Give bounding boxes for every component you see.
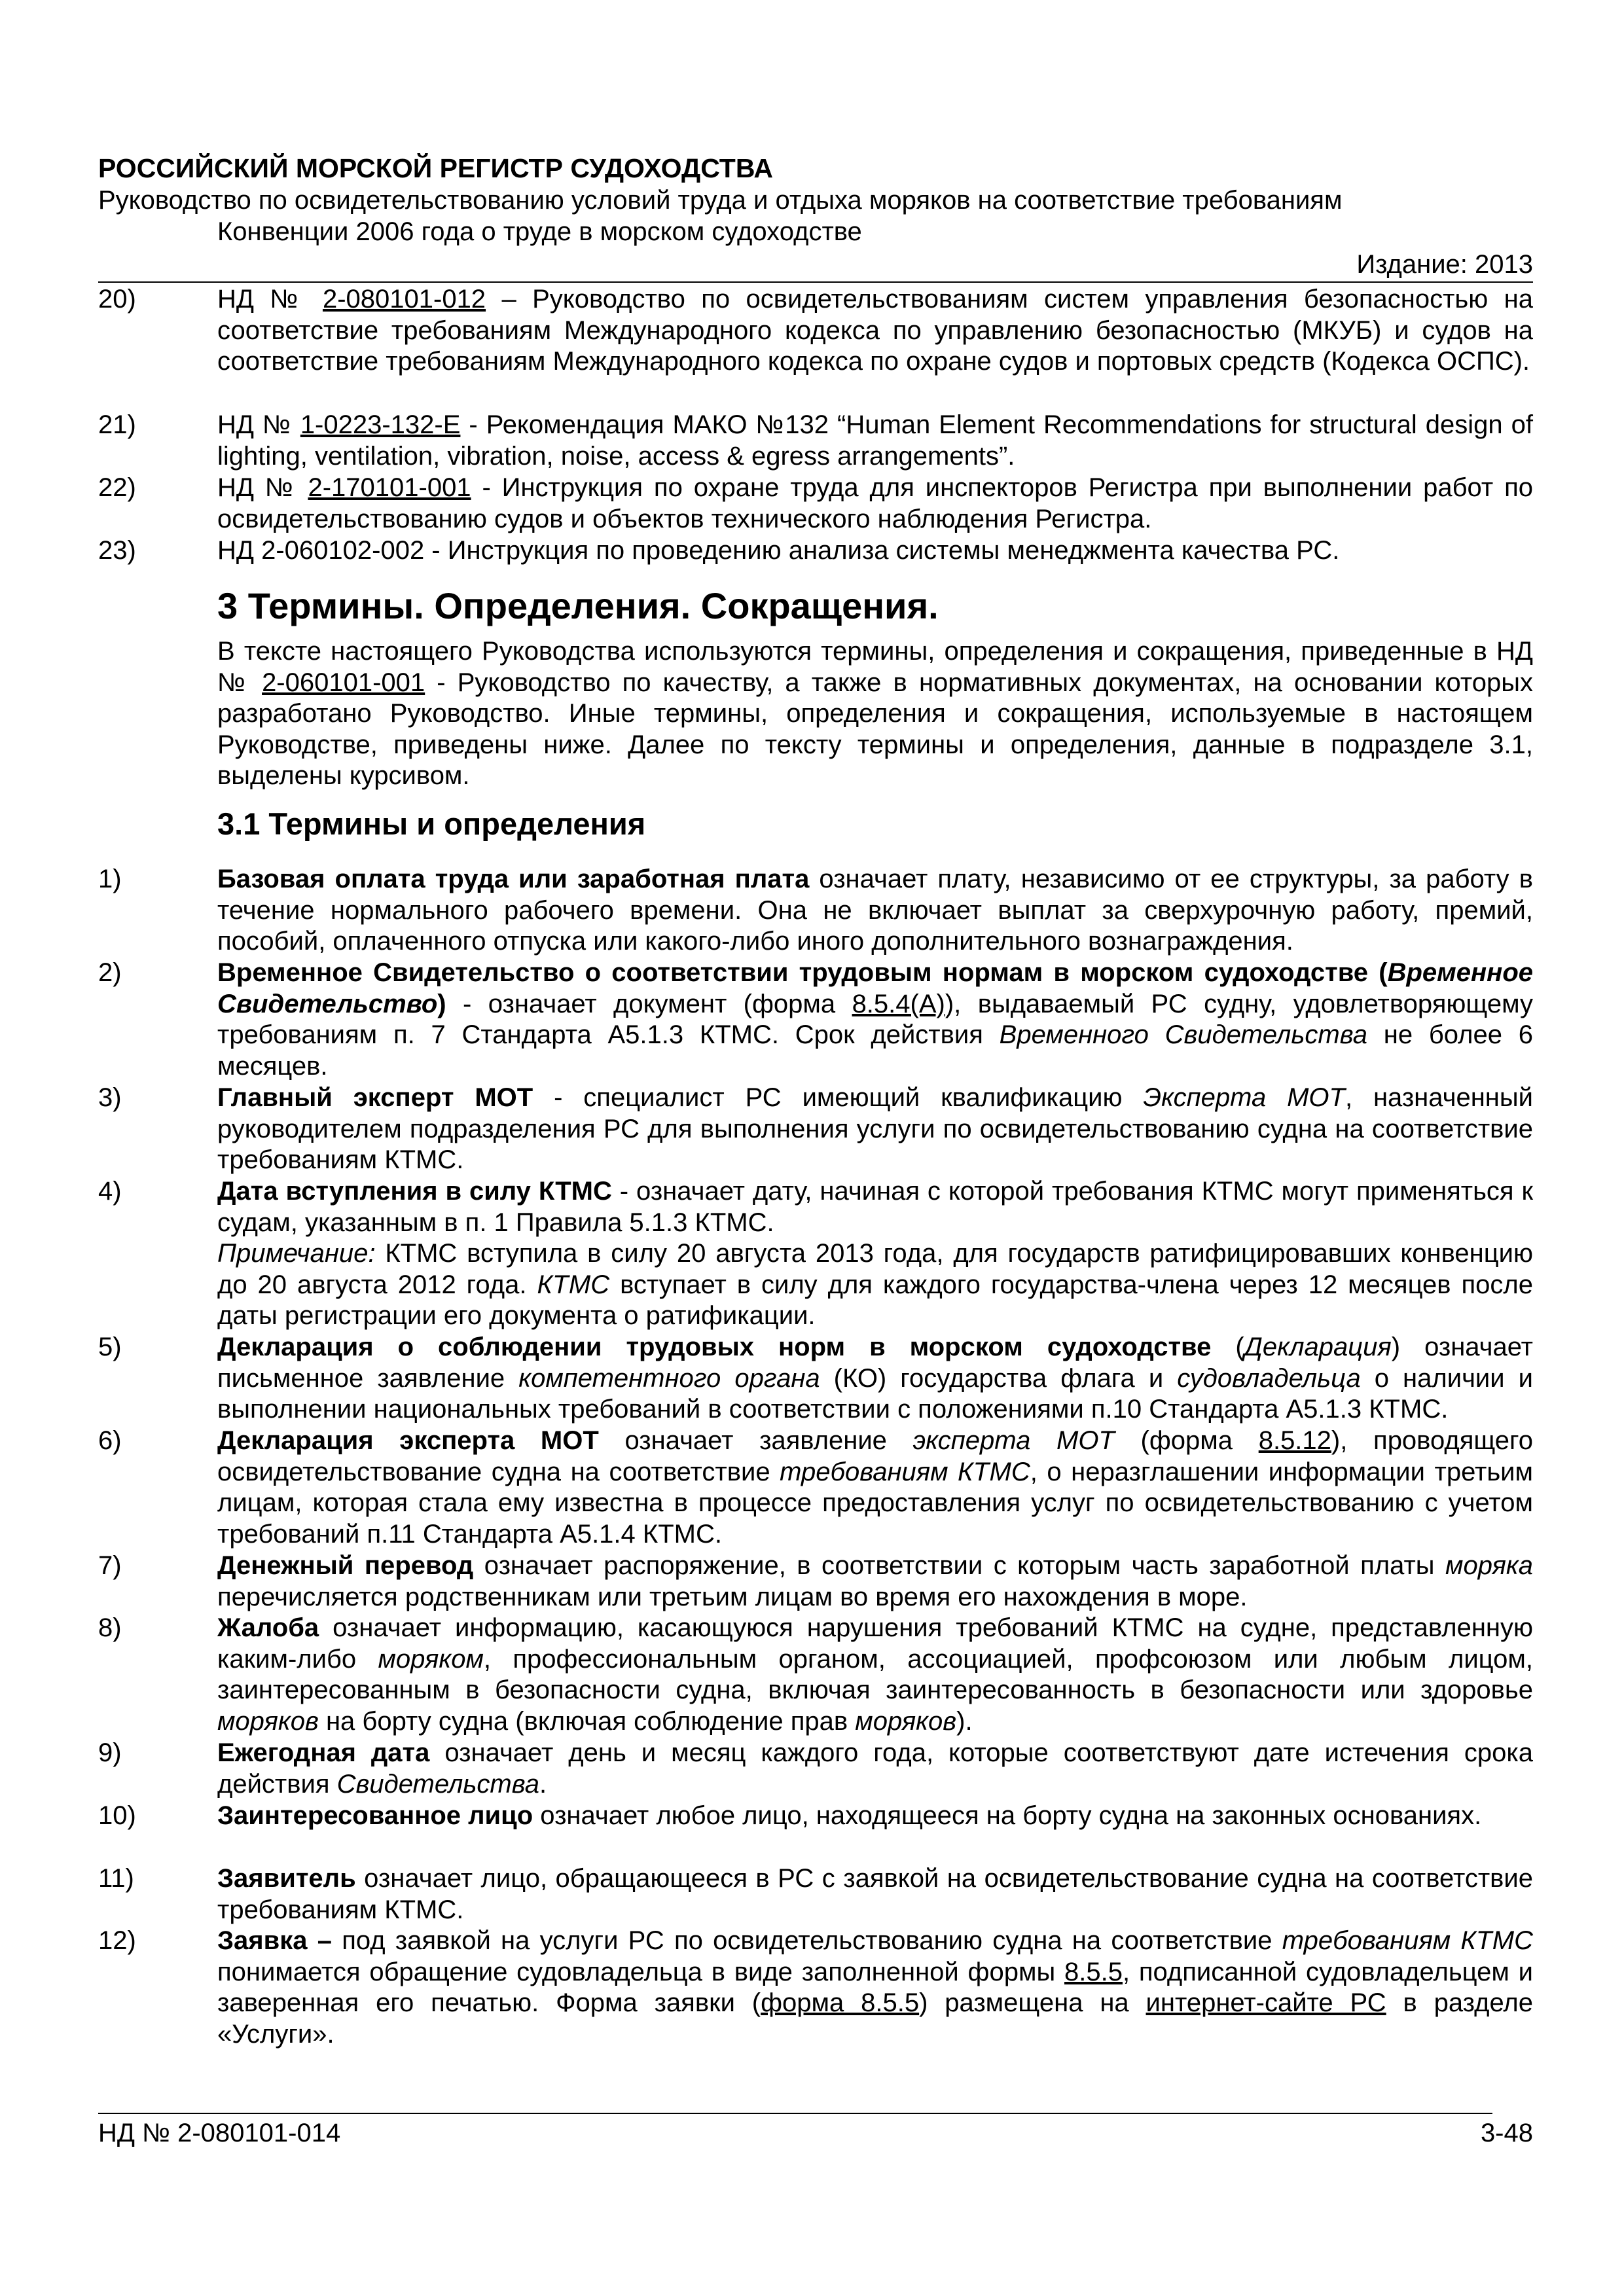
reference-number: 20) xyxy=(98,285,136,314)
term-title: Денежный перевод xyxy=(217,1551,474,1580)
term-text: Дата вступления в силу КТМС - означает дату, начиная с которой требования КТМС могут применяться к судам, указанным в п. 1 Правила 5.1.3 КТМС. xyxy=(217,1177,1533,1237)
term-title: Ежегодная дата xyxy=(217,1738,430,1767)
term-text: Заинтересованное лицо означает любое лицо, находящееся на борту судна на законных основаниях. xyxy=(217,1801,1482,1830)
term-number: 6) xyxy=(98,1426,122,1455)
term-text: Декларация эксперта МОТ означает заявление эксперта МОТ (форма 8.5.12), проводящего освидетельствование судна на соответствие требованиям КТМС, о неразглашении информации третьим лицам, которая стала ему известна в процессе предоставления услуг по освидетельствованию с учетом требований п.11 Стандарта A5.1.4 КТМС. xyxy=(217,1426,1534,1549)
term-text: Заявка – под заявкой на услуги РС по освидетельствованию судна на соответствие требованиям КТМС понимается обращение судовладельца в виде заполненной формы 8.5.5, подписанной судовладельцем и заверенная его печатью. Форма заявки (форма 8.5.5) размещена на интернет-сайте РС в разделе «Услуги». xyxy=(217,1926,1534,2049)
form-link[interactable]: форма 8.5.5 xyxy=(761,1988,920,2017)
term-title: Заявитель xyxy=(217,1864,356,1893)
term-item xyxy=(98,958,1533,1082)
reference-item xyxy=(98,284,1533,378)
document-title-line1: Руководство по освидетельствованию условий труда и отдыха моряков на соответствие требованиям xyxy=(98,186,1343,215)
footer-doc-number: НД № 2-080101-014 xyxy=(98,2119,341,2147)
term-item xyxy=(98,1613,1533,1737)
reference-text: НД 2-060102-002 - Инструкция по проведению анализа системы менеджмента качества РС. xyxy=(217,536,1340,565)
term-number: 3) xyxy=(98,1083,122,1112)
document-title-line2: Конвенции 2006 года о труде в морском судоходстве xyxy=(217,217,862,246)
form-link[interactable]: 8.5.5 xyxy=(1064,1957,1123,1986)
term-text: Главный эксперт МОТ - специалист РС имеющий квалификацию Эксперта МОТ, назначенный руководителем подразделения РС для выполнения услуги по освидетельствованию судна на соответствие требованиям КТМС. xyxy=(217,1083,1533,1174)
reference-number: 21) xyxy=(98,410,136,439)
subsection-heading: 3.1 Термины и определения xyxy=(217,806,646,841)
form-link[interactable]: 8.5.12 xyxy=(1258,1426,1331,1455)
term-number: 5) xyxy=(98,1333,122,1361)
reference-text: НД № 1-0223-132-Е - Рекомендация МАКО №132 “Human Element Recommendations for structural design of lighting, ventilation, vibration, noise, access & egress arrangements”. xyxy=(217,410,1533,471)
term-number: 11) xyxy=(98,1864,134,1893)
website-link[interactable]: интернет-сайте РС xyxy=(1146,1988,1386,2017)
term-item xyxy=(98,1926,1533,2050)
term-item xyxy=(98,1083,1533,1176)
document-title xyxy=(98,185,1533,247)
reference-text: НД № 2-080101-012 – Руководство по освидетельствованиям систем управления безопасностью на соответствие требованиям Международного кодекса по управлению безопасностью (МКУБ) и судов на соответствие требованиям Международного кодекса по охране судов и портовых средств (Кодекса ОСПС). xyxy=(217,285,1533,376)
term-title: Главный эксперт МОТ xyxy=(217,1083,533,1112)
reference-link[interactable]: 2-170101-001 xyxy=(308,473,471,502)
term-title: Декларация о соблюдении трудовых норм в морском судоходстве xyxy=(217,1333,1212,1361)
term-number: 1) xyxy=(98,865,122,893)
intro-link[interactable]: 2-060101-001 xyxy=(262,668,425,697)
term-text: Базовая оплата труда или заработная плата означает плату, независимо от ее структуры, за работу в течение нормального рабочего времени. Она не включает выплат за сверхурочную работу, премий, пособий, оплаченного отпуска или какого-либо иного дополнительного вознаграждения. xyxy=(217,865,1533,956)
term-number: 2) xyxy=(98,958,122,987)
reference-item xyxy=(98,535,1533,567)
header-divider xyxy=(98,281,1533,283)
term-item xyxy=(98,1801,1533,1832)
page-number: 3-48 xyxy=(1480,2119,1533,2147)
reference-number: 22) xyxy=(98,473,136,502)
term-item xyxy=(98,864,1533,958)
term-title: Жалоба xyxy=(217,1613,319,1642)
term-title: Декларация эксперта МОТ xyxy=(217,1426,599,1455)
term-text: Декларация о соблюдении трудовых норм в морском судоходстве (Декларация) означает письменное заявление компетентного органа (КО) государства флага и судовладельца о наличии и выполнении национальных требований в соответствии с положениями п.10 Стандарта A5.1.3 КТМС. xyxy=(217,1333,1533,1424)
footer-divider xyxy=(98,2113,1492,2114)
term-number: 8) xyxy=(98,1613,122,1642)
term-title: Базовая оплата труда или заработная плата xyxy=(217,865,810,893)
term-title: Заявка – xyxy=(217,1926,332,1955)
term-title: Временное Свидетельство о соответствии трудовым нормам в морском судоходстве ( xyxy=(217,958,1388,987)
reference-item xyxy=(98,473,1533,535)
term-item xyxy=(98,1332,1533,1426)
term-note: Примечание: КТМС вступила в силу 20 августа 2013 года, для государств ратифицировавших конвенцию до 20 августа 2012 года. КТМС вступает в силу для каждого государства-члена через 12 месяцев после даты регистрации его документа о ратификации. xyxy=(217,1239,1533,1330)
term-number: 10) xyxy=(98,1801,136,1830)
term-number: 4) xyxy=(98,1177,122,1206)
section-heading: 3 Термины. Определения. Сокращения. xyxy=(217,585,939,626)
term-text: Денежный перевод означает распоряжение, в соответствии с которым часть заработной платы моряка перечисляется родственникам или третьим лицам во время его нахождения в море. xyxy=(217,1551,1533,1611)
organization-name: РОССИЙСКИЙ МОРСКОЙ РЕГИСТР СУДОХОДСТВА xyxy=(98,153,774,183)
reference-number: 23) xyxy=(98,536,136,565)
section-intro: В тексте настоящего Руководства используются термины, определения и сокращения, приведенные в НД № 2-060101-001 - Руководство по качеству, а также в нормативных документах, на основании которых разработано Руководство. Иные термины, определения и сокращения, используемые в настоящем Руководстве, приведены ниже. Далее по тексту термины и определения, данные в подразделе 3.1, выделены курсивом. xyxy=(217,637,1533,790)
term-text: Жалоба означает информацию, касающуюся нарушения требований КТМС на судне, представленную каким-либо моряком, профессиональным органом, ассоциацией, профсоюзом или любым лицом, заинтересованным в безопасности судна, включая заинтересованность в безопасности или здоровье моряков на борту судна (включая соблюдение прав моряков). xyxy=(217,1613,1533,1736)
term-title: Дата вступления в силу КТМС xyxy=(217,1177,612,1206)
form-link[interactable]: 8.5.4(А) xyxy=(852,989,945,1018)
reference-item xyxy=(98,410,1533,472)
edition-label: Издание: 2013 xyxy=(1356,250,1533,279)
term-number: 9) xyxy=(98,1738,122,1767)
term-item xyxy=(98,1863,1533,1926)
term-text: Заявитель означает лицо, обращающееся в РС с заявкой на освидетельствование судна на соответствие требованиям КТМС. xyxy=(217,1864,1533,1924)
term-item xyxy=(98,1738,1533,1800)
reference-link[interactable]: 2-080101-012 xyxy=(322,285,486,314)
reference-text: НД № 2-170101-001 - Инструкция по охране труда для инспекторов Регистра при выполнении работ по освидетельствованию судов и объектов технического наблюдения Регистра. xyxy=(217,473,1533,533)
term-text: Ежегодная дата означает день и месяц каждого года, которые соответствуют дате истечения срока действия Свидетельства. xyxy=(217,1738,1533,1799)
term-item xyxy=(98,1176,1533,1332)
term-title: Заинтересованное лицо xyxy=(217,1801,533,1830)
term-number: 7) xyxy=(98,1551,122,1580)
term-item xyxy=(98,1426,1533,1550)
term-text: Временное Свидетельство о соответствии трудовым нормам в морском судоходстве (Временное Свидетельство) - означает документ (форма 8.5.4(А)), выдаваемый РС судну, удовлетворяющему требованиям п. 7 Стандарта A5.1.3 КТМС. Срок действия Временного Свидетельства не более 6 месяцев. xyxy=(217,958,1534,1081)
reference-link[interactable]: 1-0223-132-Е xyxy=(300,410,461,439)
term-item xyxy=(98,1551,1533,1613)
term-number: 12) xyxy=(98,1926,136,1955)
